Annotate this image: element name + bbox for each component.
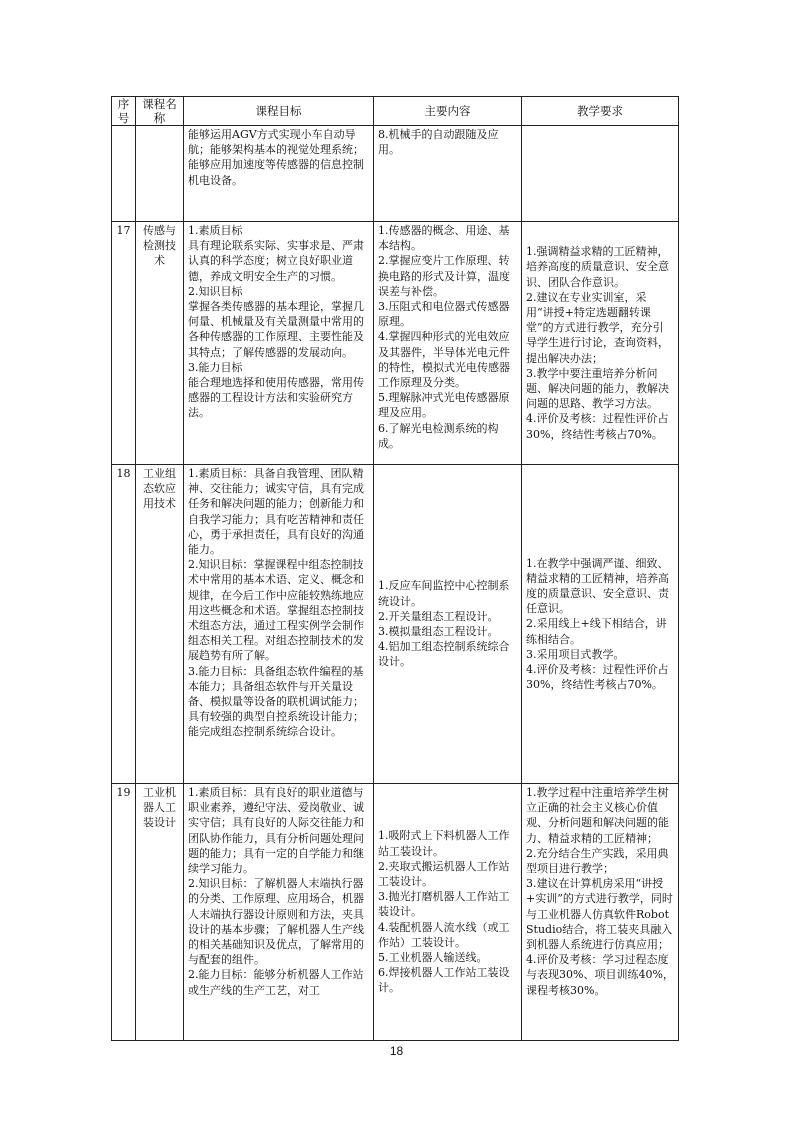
- goal-line: 2.知识目标：了解机器人末端执行器的分类、工作原理、应用场合，机器人末端执行器设计原则和方法，夹具设计的基本步骤；了解机器人生产线的相关基础知识及优点，了解常用的与配套的组件。: [188, 877, 364, 967]
- cell-goal: [184, 784, 374, 1041]
- goal-line: 1.素质目标：具备自我管理、团队精神、交往能力；诚实守信，具有完成任务和解决问题的能力；创新能力和自我学习能力；具有吃苦精神和责任心，勇于承担责任，具有良好的沟通能力。: [188, 467, 364, 557]
- goal-line: 1.素质目标: [188, 224, 243, 237]
- cell-goal: 能够运用AGV方式实现小车自动导航；能够架构基本的视觉处理系统；能够应用加速度等传感器的信息控制机电设备。: [184, 126, 374, 222]
- cell-content: [374, 465, 522, 784]
- requirement-line: 4.评价及考核：学习过程态度与表现30%、项目训练40%，课程考核30%。: [526, 953, 674, 997]
- table-row: [112, 222, 679, 465]
- content-line: 3.抛光打磨机器人工作站工装设计。: [378, 890, 510, 919]
- header-teaching-requirement: 教学要求: [522, 97, 679, 126]
- requirement-line: 2.建议在专业实训室，采用“讲授+特定选题翻转课堂”的方式进行教学，充分引导学生进行讨论，查询资料，提出解决办法；: [526, 290, 669, 365]
- header-course-goal: 课程目标: [184, 97, 374, 126]
- content-line: 2.掌握应变片工作原理、转换电路的形式及计算，温度误差与补偿。: [378, 254, 510, 298]
- goal-line: 1.素质目标：具有良好的职业道德与职业素养，遵纪守法、爱岗敬业、诚实守信；具有良好的人际交往能力和团队协作能力，具有分析问题处理问题的能力；具有一定的自学能力和继续学习能力。: [188, 786, 364, 876]
- content-line: 2.夹取式搬运机器人工作站工装设计。: [378, 859, 510, 888]
- content-line: 4.铝加工组态控制系统综合设计。: [378, 640, 510, 669]
- header-main-content: 主要内容: [374, 97, 522, 126]
- table-row-continuation: [112, 126, 679, 222]
- cell-requirement: [522, 222, 679, 465]
- goal-line: 2.知识目标: [188, 284, 243, 298]
- content-line: 6.焊接机器人工作站工装设计。: [378, 966, 510, 995]
- content-line: 1.反应车间监控中心控制系统设计。: [378, 579, 510, 608]
- content-line: 5.理解脉冲式光电传感器原理及应用。: [378, 391, 510, 420]
- content-line: 3.压阻式和电位器式传感器原理。: [378, 300, 510, 329]
- cell-content: [374, 222, 522, 465]
- content-line: 2.开关量组态工程设计。: [378, 609, 499, 623]
- requirement-line: 4.评价及考核：过程性评价占30%，终结性考核占70%。: [526, 412, 669, 441]
- cell-content: [374, 784, 522, 1041]
- table-header-row: [112, 97, 679, 126]
- requirement-line: 2.充分结合生产实践，采用典型项目进行教学；: [526, 846, 669, 876]
- cell-requirement: [522, 126, 679, 222]
- requirement-line: 3.采用项目式教学。: [526, 647, 625, 661]
- cell-no: 19: [112, 784, 136, 1041]
- cell-name: 工业组态软应用技术: [136, 465, 184, 784]
- content-line: 1.传感器的概念、用途、基本结构。: [378, 224, 510, 253]
- requirement-line: 1.强调精益求精的工匠精神，培养高度的质量意识、安全意识、团队合作意识。: [526, 245, 669, 289]
- content-line: 5.工业机器人输送线。: [378, 951, 488, 964]
- cell-no: 18: [112, 465, 136, 784]
- cell-content: 8.机械手的自动跟随及应用。: [374, 126, 522, 222]
- page-number: 18: [389, 1044, 404, 1058]
- goal-line: 具有理论联系实际、实事求是、严肃认真的科学态度；树立良好职业道德，养成文明安全生产的习惯。: [188, 239, 364, 283]
- requirement-line: 2.采用线上+线下相结合，讲练相结合。: [526, 617, 667, 646]
- header-no: 序号: [112, 97, 136, 126]
- cell-requirement: [522, 784, 679, 1041]
- requirement-line: 1.教学过程中注重培养学生树立正确的社会主义核心价值观、分析问题和解决问题的能力、精益求精的工匠精神；: [526, 786, 669, 845]
- content-line: 1.吸附式上下料机器人工作站工装设计。: [378, 829, 510, 858]
- header-course-name: 课程名称: [136, 97, 184, 126]
- requirement-line: 3.教学中要注重培养分析问题、解决问题的能力，教解决问题的思路、教学习方法。: [526, 366, 669, 411]
- cell-no: [112, 126, 136, 222]
- cell-name: 工业机器人工装设计: [136, 784, 184, 1041]
- requirement-line: 1.在教学中强调严谨、细致、精益求精的工匠精神，培养高度的质量意识、安全意识、责任意识。: [526, 556, 669, 616]
- content-line: 6.了解光电检测系统的构成。: [378, 421, 499, 450]
- content-line: 3.模拟量组态工程设计。: [378, 625, 499, 638]
- goal-line: 2.知识目标：掌握课程中组态控制技术中常用的基本术语、定义、概念和规律，在今后工作中应能较熟练地应用这些概念和术语。掌握组态控制技术组态方法，通过工程实例学会制作组态相关工程。对组态控制技术的发展趋势有所了解。: [188, 558, 364, 663]
- goal-line: 3.能力目标: [188, 360, 243, 374]
- cell-goal: [184, 222, 374, 465]
- content-line: 4.装配机器人流水线（或工作站）工装设计。: [378, 920, 510, 949]
- table-row: [112, 784, 679, 1041]
- requirement-line: 4.评价及考核：过程性评价占30%，终结性考核占70%。: [526, 663, 669, 692]
- goal-line: 能合理地选择和使用传感器，常用传感器的工程设计方法和实验研究方法。: [188, 376, 364, 420]
- goal-line: 2.能力目标：能够分析机器人工作站或生产线的生产工艺，对工: [188, 968, 364, 997]
- course-table: [111, 96, 679, 1041]
- cell-requirement: [522, 465, 679, 784]
- requirement-line: 3.建议在计算机房采用“讲授+实训”的方式进行教学，同时与工业机器人仿真软件RobotStudio结合，将工装夹具融入到机器人系统进行仿真应用；: [526, 877, 673, 952]
- goal-line: 掌握各类传感器的基本理论，掌握几何量、机械量及有关量测量中常用的各种传感器的工作原理、主要性能及其特点；了解传感器的发展动向。: [188, 300, 364, 359]
- table-row: [112, 465, 679, 784]
- cell-goal: [184, 465, 374, 784]
- cell-no: 17: [112, 222, 136, 465]
- goal-line: 3.能力目标：具备组态软件编程的基本能力；具备组态软件与开关量设备、模拟量等设备的联机调试能力；具有较强的典型自控系统设计能力；能完成组态控制系统综合设计。: [188, 664, 364, 739]
- content-line: 4.掌握四种形式的光电效应及其器件，半导体光电元件的特性，模拟式光电传感器工作原理及分类。: [378, 330, 510, 390]
- cell-name: [136, 126, 184, 222]
- cell-name: 传感与检测技术: [136, 222, 184, 465]
